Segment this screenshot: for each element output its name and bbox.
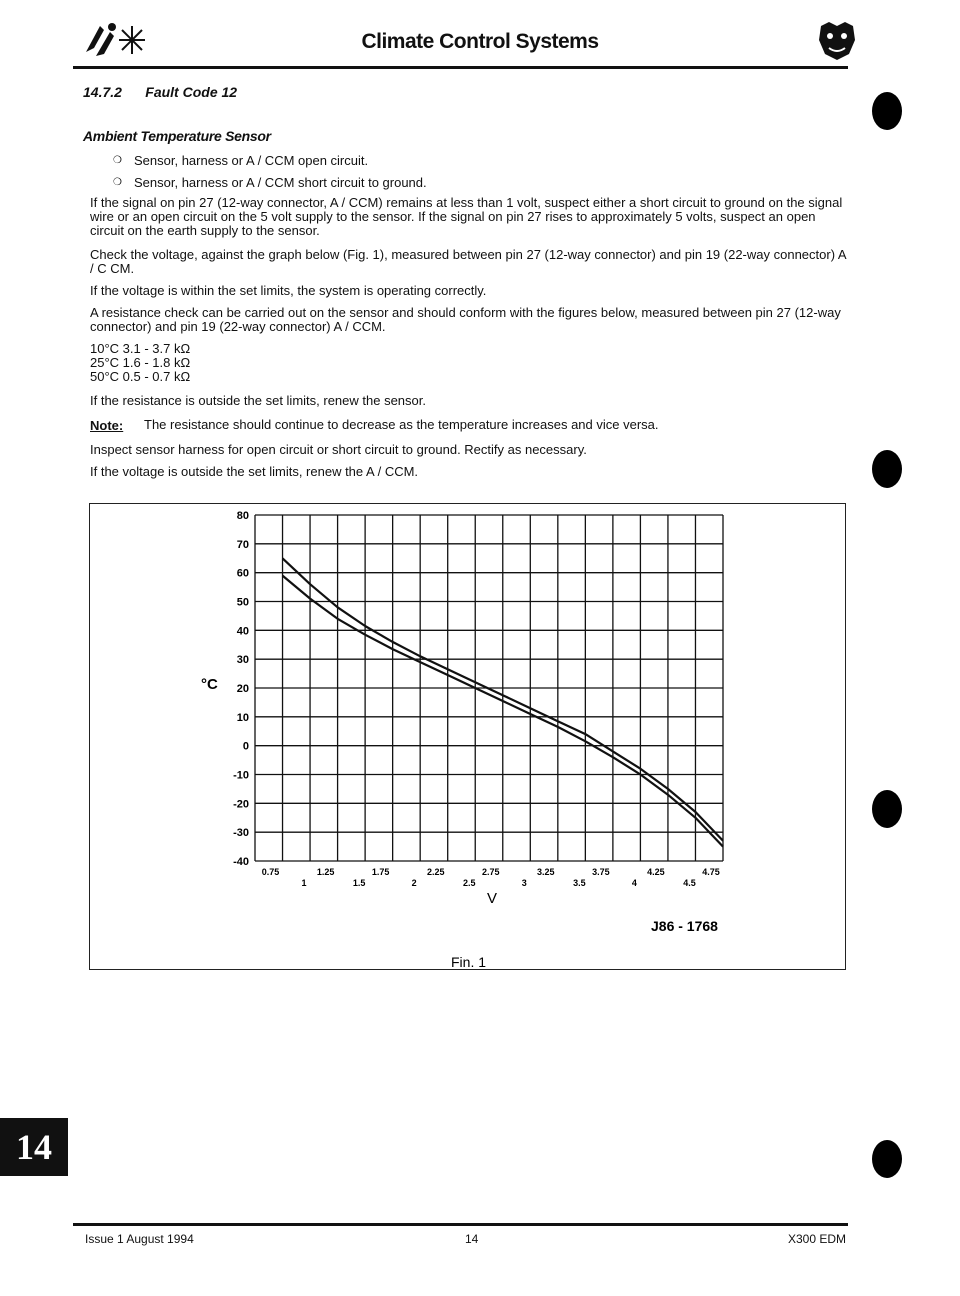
x-tick-label: 2	[411, 878, 417, 888]
footer-issue: Issue 1 August 1994	[85, 1232, 194, 1246]
y-tick-label: 20	[236, 683, 249, 695]
binder-hole-3	[872, 790, 902, 828]
x-tick-label: 3.5	[573, 878, 586, 888]
note-label: Note:	[90, 418, 124, 433]
y-tick-label: 40	[236, 625, 249, 638]
bullet-item: Sensor, harness or A / CCM open circuit.	[134, 153, 369, 168]
x-tick-label: 4.75	[702, 867, 720, 877]
figure-reference: J86 - 1768	[651, 918, 718, 934]
y-tick-label: -20	[233, 798, 249, 811]
y-tick-label: -30	[233, 827, 249, 840]
bullet-icon: ❍	[113, 177, 122, 188]
binder-hole-4	[872, 1140, 902, 1178]
y-tick-label: 70	[236, 538, 249, 551]
x-tick-label: 1.5	[352, 878, 366, 888]
paragraph: If the voltage is within the set limits, the system is operating correctly.	[90, 283, 487, 298]
x-tick-label: 3.75	[592, 867, 610, 877]
resistance-value: 10°C 3.1 - 3.7 kΩ	[90, 341, 191, 356]
footer-document: X300 EDM	[788, 1232, 847, 1246]
page-header-title: Climate Control Systems	[361, 30, 599, 53]
x-tick-label: 1.75	[371, 867, 390, 877]
y-tick-label: -10	[233, 769, 249, 782]
x-tick-label: 1.25	[316, 867, 335, 877]
paragraph: If the signal on pin 27 (12-way connector, A / CCM) remains at less than 1 volt, suspect either a short circuit to ground on the signal wire or an open circuit on the 5 volt supply to the sensor. If the signal on pin 27 rises to approximately 5 volts, suspect an open circuit on the earth supply to the sensor.	[90, 195, 843, 238]
binder-hole-2	[872, 450, 902, 488]
resistance-value: 50°C 0.5 - 0.7 kΩ	[90, 369, 191, 384]
jaguar-head-logo	[815, 18, 859, 62]
paragraph: A resistance check can be carried out on the sensor and should conform with the figures below, measured between pin 27 (12-way connector) and pin 19 (22-way connector) A / CCM.	[90, 305, 841, 334]
y-axis-label: °C	[201, 676, 218, 693]
fault-code: Fault Code 12	[145, 84, 238, 100]
section-heading	[83, 84, 237, 100]
paragraph: If the voltage is outside the set limits, renew the A / CCM.	[90, 464, 419, 479]
x-tick-label: 4.5	[683, 878, 696, 888]
x-tick-label: 4.25	[647, 867, 665, 877]
binder-hole-1	[872, 92, 902, 130]
x-tick-label: 3	[521, 878, 527, 888]
footer-rule	[73, 1223, 848, 1226]
x-tick-label: 2.5	[462, 878, 476, 888]
section-number: 14.7.2	[83, 84, 122, 100]
note-text: The resistance should continue to decrease as the temperature increases and vice versa.	[144, 417, 659, 432]
bullet-item: Sensor, harness or A / CCM short circuit to ground.	[134, 175, 427, 190]
y-tick-label: 10	[236, 711, 249, 724]
y-tick-label: 0	[242, 740, 249, 753]
section-title: Ambient Temperature Sensor	[83, 128, 271, 144]
y-tick-label: 80	[236, 510, 249, 522]
temperature-voltage-chart	[89, 503, 846, 970]
y-tick-label: 60	[236, 567, 249, 580]
header-rule	[73, 66, 848, 69]
paragraph: If the resistance is outside the set limits, renew the sensor.	[90, 393, 426, 408]
resistance-value: 25°C 1.6 - 1.8 kΩ	[90, 355, 191, 370]
x-tick-label: 0.75	[261, 867, 280, 877]
paragraph: Check the voltage, against the graph below (Fig. 1), measured between pin 27 (12-way connector) and pin 19 (22-way connector) A / C CM.	[90, 247, 846, 276]
x-tick-label: 1	[301, 878, 307, 888]
paragraph: Inspect sensor harness for open circuit or short circuit to ground. Rectify as necessary.	[90, 442, 587, 457]
x-tick-label: 2.75	[481, 867, 500, 877]
bullet-icon: ❍	[113, 155, 122, 166]
y-tick-label: 30	[236, 654, 249, 667]
footer-page-number: 14	[465, 1232, 479, 1246]
y-tick-label: 50	[236, 596, 249, 609]
figure-caption: Fin. 1	[451, 954, 487, 970]
x-tick-label: 2.25	[426, 867, 445, 877]
y-tick-label: -40	[233, 856, 249, 868]
x-tick-label: 3.25	[537, 867, 555, 877]
chapter-tab: 14	[0, 1118, 68, 1176]
x-axis-label: V	[487, 890, 498, 907]
x-tick-label: 4	[631, 878, 637, 888]
